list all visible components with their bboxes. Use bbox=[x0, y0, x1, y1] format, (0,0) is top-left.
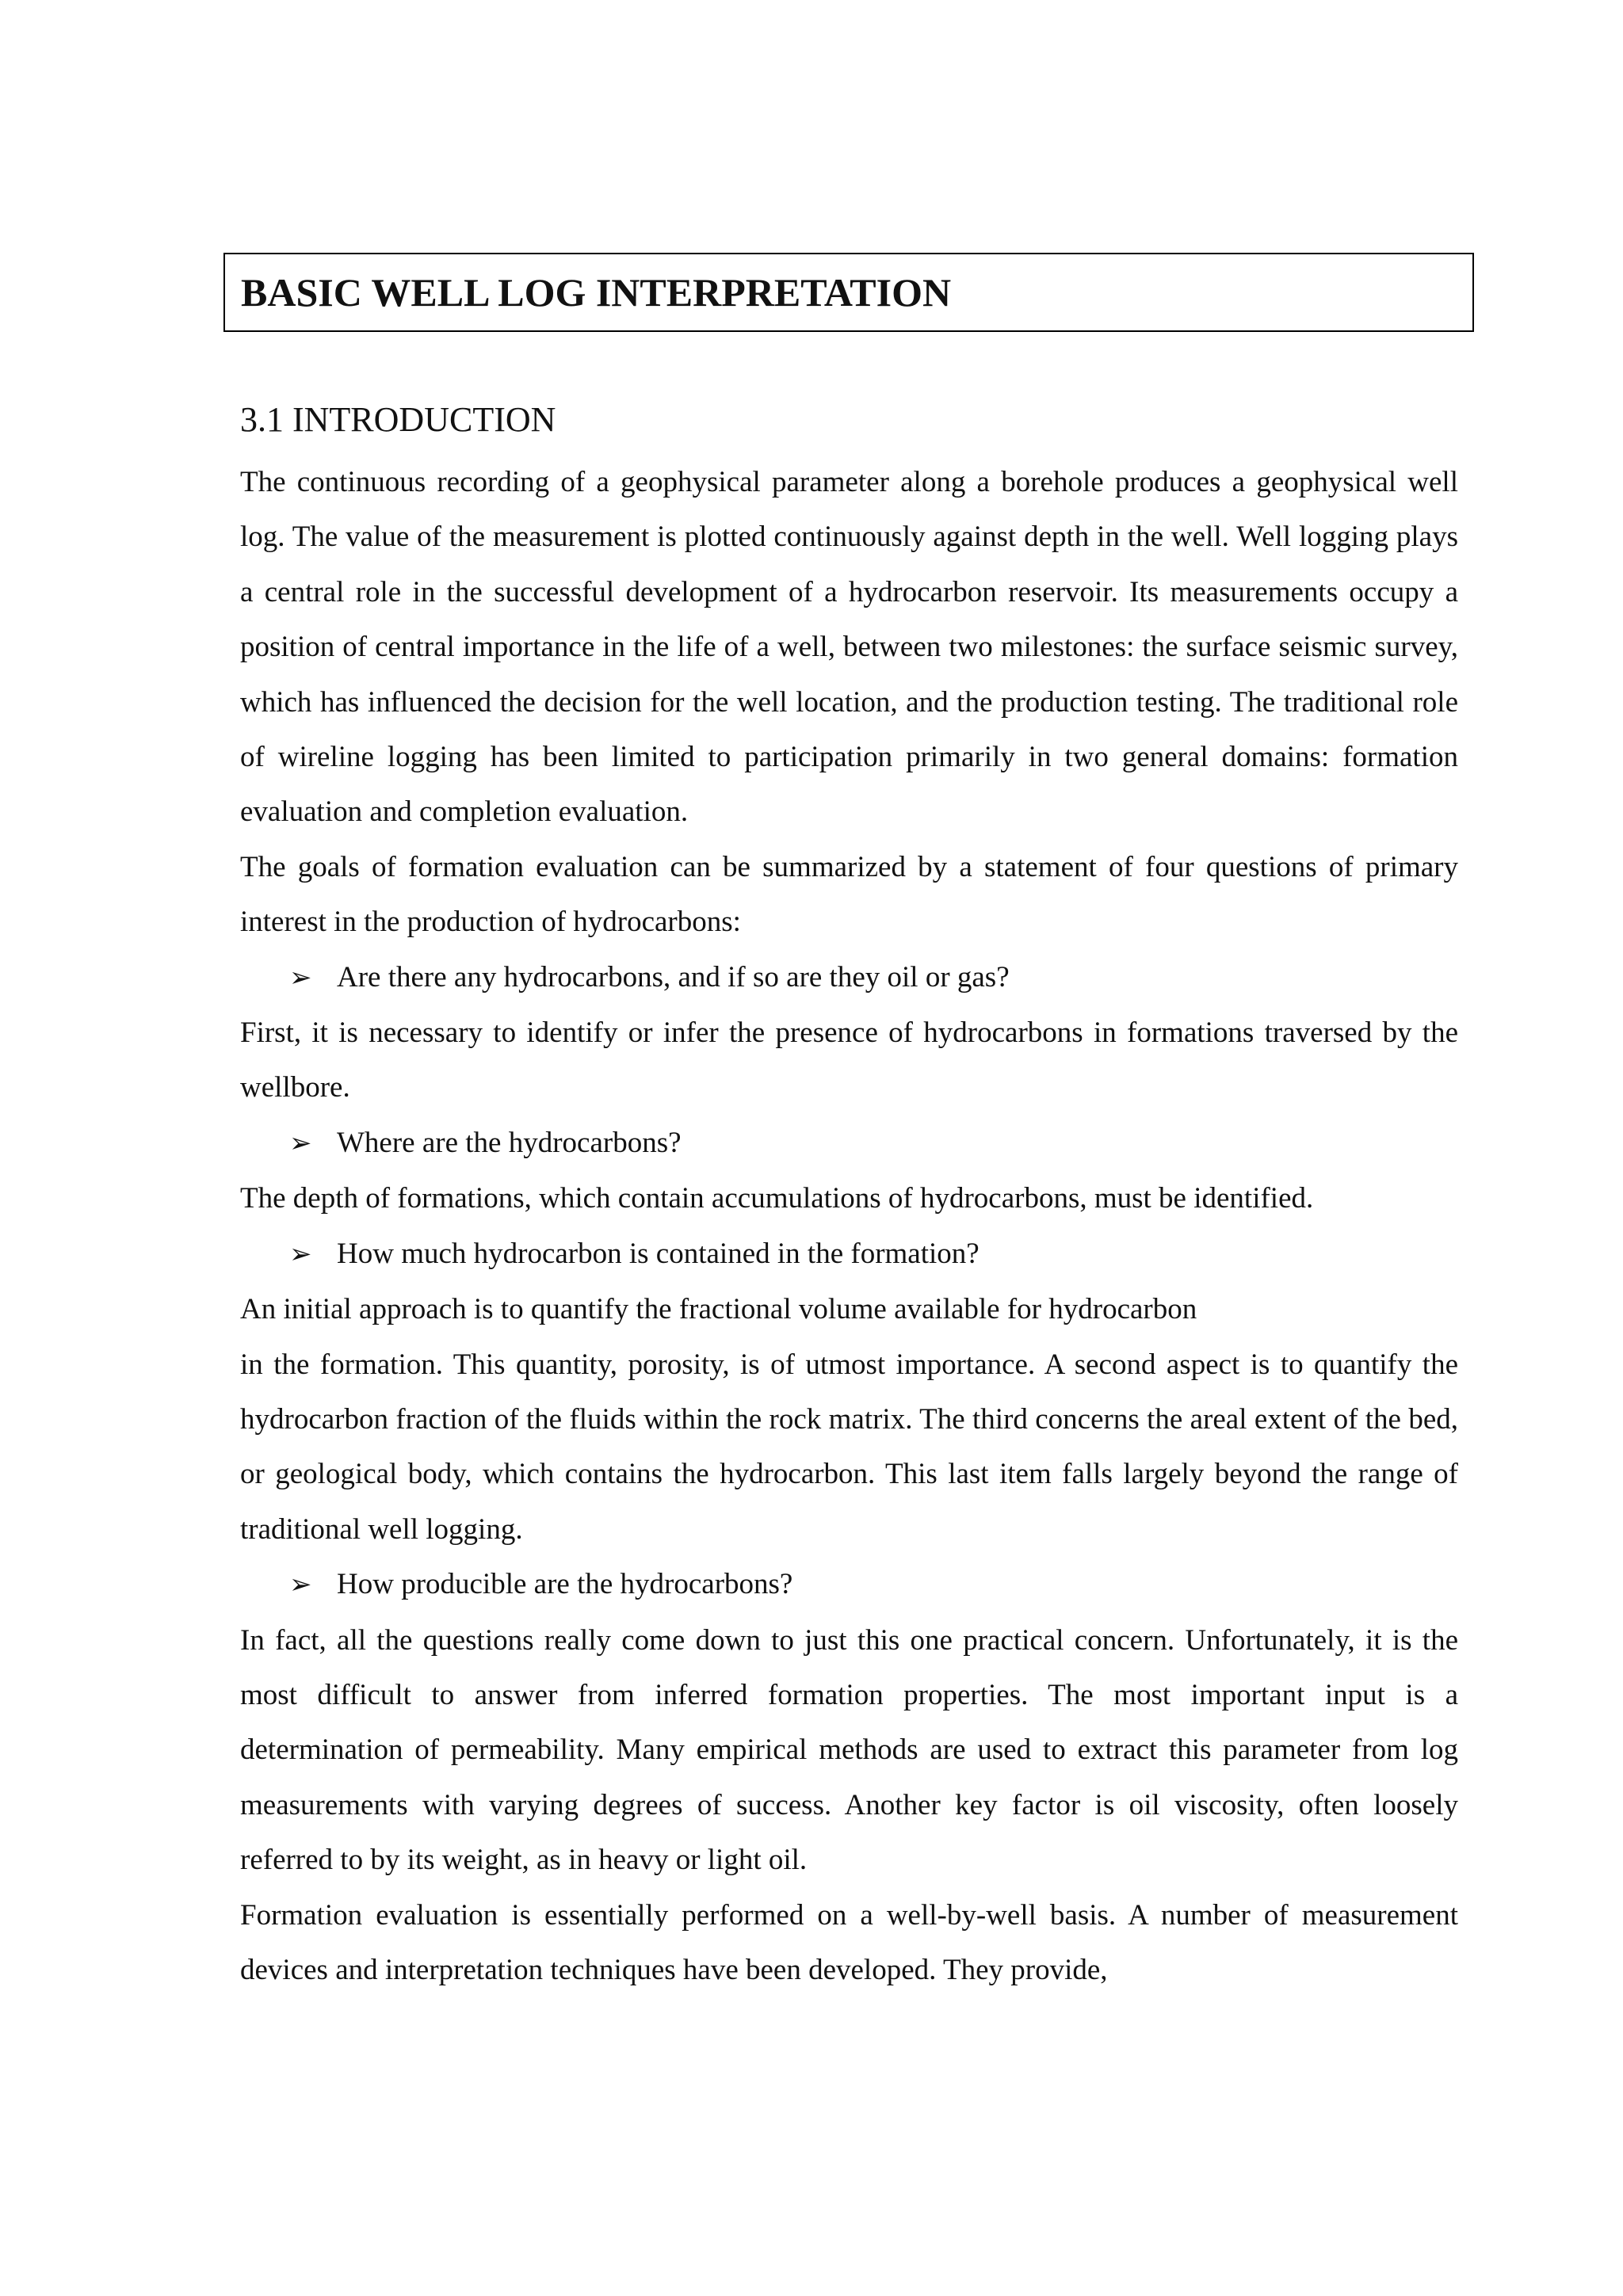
paragraph-identify: First, it is necessary to identify or infer the presence of hydrocarbons in formations traversed by the wellbore. bbox=[240, 1016, 1458, 1104]
paragraph-intro: The continuous recording of a geophysical parameter along a borehole produces a geophysical well log. The value of the measurement is plotted continuously against depth in the well. Well logging plays a central role in the successful development of a hydrocarbon reservoir. Its measurements occupy a position of central importance in the life of a well, between two milestones: the surface seismic survey, which has influenced the decision for the well location, and the production testing. The traditional role of wireline logging has been limited to participation primarily in two general domains: formation evaluation and completion evaluation. bbox=[240, 466, 1458, 829]
title-box bbox=[223, 253, 1474, 332]
body-text bbox=[240, 455, 1458, 1997]
bullet-item bbox=[240, 1116, 1458, 1171]
paragraph-approach: An initial approach is to quantify the fractional volume available for hydrocarbon bbox=[240, 1293, 1197, 1326]
paragraph-permeability: In fact, all the questions really come down to just this one practical concern. Unfortunately, it is the most difficult to answer from inferred formation properties. The most important input is a determination of permeability. Many empirical methods are used to extract this parameter from log measurements with varying degrees of success. Another key factor is oil viscosity, often loosely referred to by its weight, as in heavy or light oil. bbox=[240, 1623, 1458, 1877]
paragraph-depth: The depth of formations, which contain accumulations of hydrocarbons, must be identified. bbox=[240, 1182, 1314, 1215]
paragraph-evaluation: Formation evaluation is essentially performed on a well-by-well basis. A number of measurement devices and interpretation techniques have been developed. They provide, bbox=[240, 1898, 1458, 1986]
bullet-text: How much hydrocarbon is contained in the formation? bbox=[337, 1237, 980, 1270]
arrowhead-bullet-icon: ➢ bbox=[289, 1239, 312, 1269]
arrowhead-bullet-icon: ➢ bbox=[289, 1570, 312, 1600]
document-title: BASIC WELL LOG INTERPRETATION bbox=[241, 270, 952, 315]
paragraph-porosity: in the formation. This quantity, porosity, is of utmost importance. A second aspect is to quantify the hydrocarbon fraction of the fluids within the rock matrix. The third concerns the areal extent of the bed, or geological body, which contains the hydrocarbon. This last item falls largely beyond the range of traditional well logging. bbox=[240, 1348, 1458, 1546]
arrowhead-bullet-icon: ➢ bbox=[289, 963, 312, 993]
arrowhead-bullet-icon: ➢ bbox=[289, 1128, 312, 1158]
section-heading: 3.1 INTRODUCTION bbox=[240, 400, 556, 439]
bullet-text: How producible are the hydrocarbons? bbox=[337, 1568, 793, 1601]
bullet-item bbox=[240, 1557, 1458, 1612]
bullet-item bbox=[240, 1226, 1458, 1282]
paragraph-goals: The goals of formation evaluation can be summarized by a statement of four questions of primary interest in the production of hydrocarbons: bbox=[240, 850, 1458, 939]
bullet-text: Are there any hydrocarbons, and if so are they oil or gas? bbox=[337, 960, 1010, 994]
bullet-text: Where are the hydrocarbons? bbox=[337, 1126, 682, 1159]
bullet-item bbox=[240, 950, 1458, 1005]
